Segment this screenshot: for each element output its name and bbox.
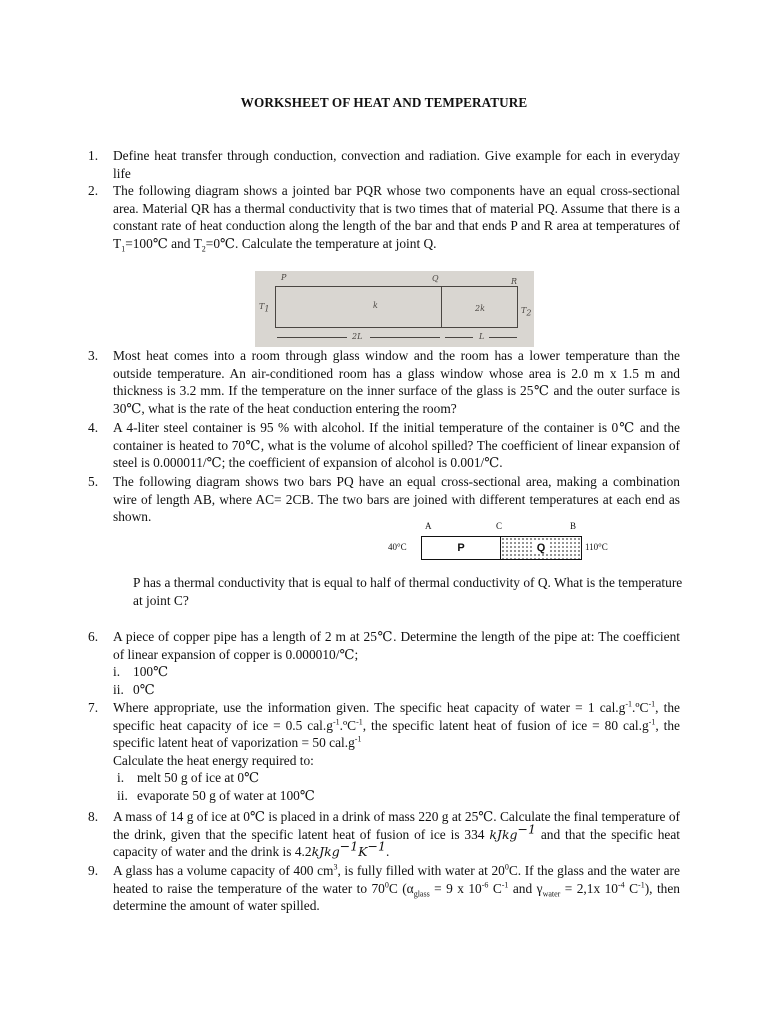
question-number: 7. [88,700,99,715]
label-q: Q [432,274,439,283]
page-title: WORKSHEET OF HEAT AND TEMPERATURE [240,95,528,110]
bar-p: P [421,536,501,560]
bar-pqr-diagram [255,271,534,347]
question-number: 3. [88,348,99,363]
label-2k: 2k [475,304,485,313]
label-t1: $T_1$ [259,302,270,314]
label-b: B [570,521,577,531]
question-number: 6. [88,629,99,644]
bars-pq-diagram [385,518,625,568]
question-3 [88,347,680,417]
label-p: P [281,273,287,282]
sub-item: i. melt 50 g of ice at 0℃ [117,770,260,786]
question-9 [88,862,680,915]
question-text: A mass of 14 g of ice at 0℃ is placed in a drink of mass 220 g at 25℃. Calculate the final temperature of the drink, given that the specific latent heat of fusion of ice is 334 kJkg$^{-1}$ and that the specific heat capacity of water and the drink is $4.2kJkg^{-1}K^{-1}$. [113,809,681,860]
label-2l: 2L [352,332,363,341]
question-number: 2. [88,183,99,198]
question-number: 4. [88,420,99,435]
right-temperature: 110°C [585,542,608,552]
label-t2: $T_2$ [521,306,532,318]
sub-item: i. 100℃ [113,664,169,680]
dimension-line [445,337,473,338]
dimension-line [489,337,517,338]
label-l: L [479,332,485,341]
question-number: 8. [88,809,99,824]
label-r: R [511,277,518,286]
dimension-line [370,337,440,338]
question-number: 5. [88,474,99,489]
question-2 [88,182,680,252]
question-text: Most heat comes into a room through glass window and the room has a lower temperature than the outside temperature. An air-conditioned room has a glass window whose area is 2.0 m x 1.5 m and thickness is 3.2 mm. If the temperature on the inner surface of the glass is 25℃ and the outer surface is 30℃, what is the rate of the heat conduction entering the room? [113,348,680,416]
question-4 [88,419,680,472]
question-8 [88,808,680,861]
question-text: A 4-liter steel container is 95 % with alcohol. If the initial temperature of the container is 0℃ and the container is heated to 70℃, what is the volume of alcohol spilled? The coefficient of linear expansion of steel is 0.000011/℃; the coefficient of expansion of alcohol is 0.001/℃. [113,420,680,471]
label-c: C [496,521,503,531]
bar-q: Q [500,536,582,560]
left-temperature: 40°C [388,542,407,552]
sub-item: ii. 0℃ [113,681,155,697]
question-text: A glass has a volume capacity of 400 $cm^3$, is fully filled with water at $20^0C$. If the glass and the water are heated to raise the temperature of the water to $70^0C$ ($\alpha_{glass} = 9$ x $10^{-6}$ $C^{-1}$ and $\gamma_{water} = 2,1x$ $10^{-4}$ $C^{-1}$), then determine the amount of water spilled. [113,862,680,914]
question-text: Define heat transfer through conduction, convection and radiation. Give example for each in everyday life [113,148,680,181]
question-text: The following diagram shows two bars PQ have an equal cross-sectional area, making a combination wire of length AB, where AC= 2CB. The two bars are joined with different temperatures at each end as shown. [113,474,680,525]
question-7 [88,699,680,805]
label-a: A [425,521,432,531]
question-1 [88,147,680,182]
question-number: 9. [88,863,99,878]
sub-item: ii. evaporate 50 g of water at 100℃ [117,787,315,803]
joint-q-line [441,286,442,328]
label-k: k [373,301,378,310]
dimension-line [277,337,347,338]
question-text: Where appropriate, use the information given. The specific heat capacity of water = 1 $cal.g^{-1}.ºC^{-1}$, the specific heat capacity of ice = 0.5 $cal.g^{-1}.ºC^{-1}$, the specific latent heat of fusion of ice = 80 $cal.g^{-1}$, the specific latent heat of vaporization = 50 $cal.g^{-1}$ Calculate the heat energy required to: i. melt 50 g of ice at 0℃ ii. evaporate 50 g of water at 100℃ [113,699,680,803]
question-number: 1. [88,148,99,163]
question-6 [88,628,680,698]
question-text: The following diagram shows a jointed bar PQR whose two components have an equal cross-sectional area. Material QR has a thermal conductivity that is two times that of material PQ. Assume that there is a constant rate of heat conduction along the length of the bar and that ends P and R area at temperatures of $T_1=100℃$ and $T_2=0℃$. Calculate the temperature at joint Q. [113,183,680,254]
question-text: A piece of copper pipe has a length of 2 m at 25℃. Determine the length of the pipe at: The coefficient of linear expansion of copper is 0.000010/℃; i. 100℃ ii. 0℃ [113,629,680,697]
question-5-followup: P has a thermal conductivity that is equal to half of thermal conductivity of Q. What is the temperature at joint C? [133,575,683,608]
